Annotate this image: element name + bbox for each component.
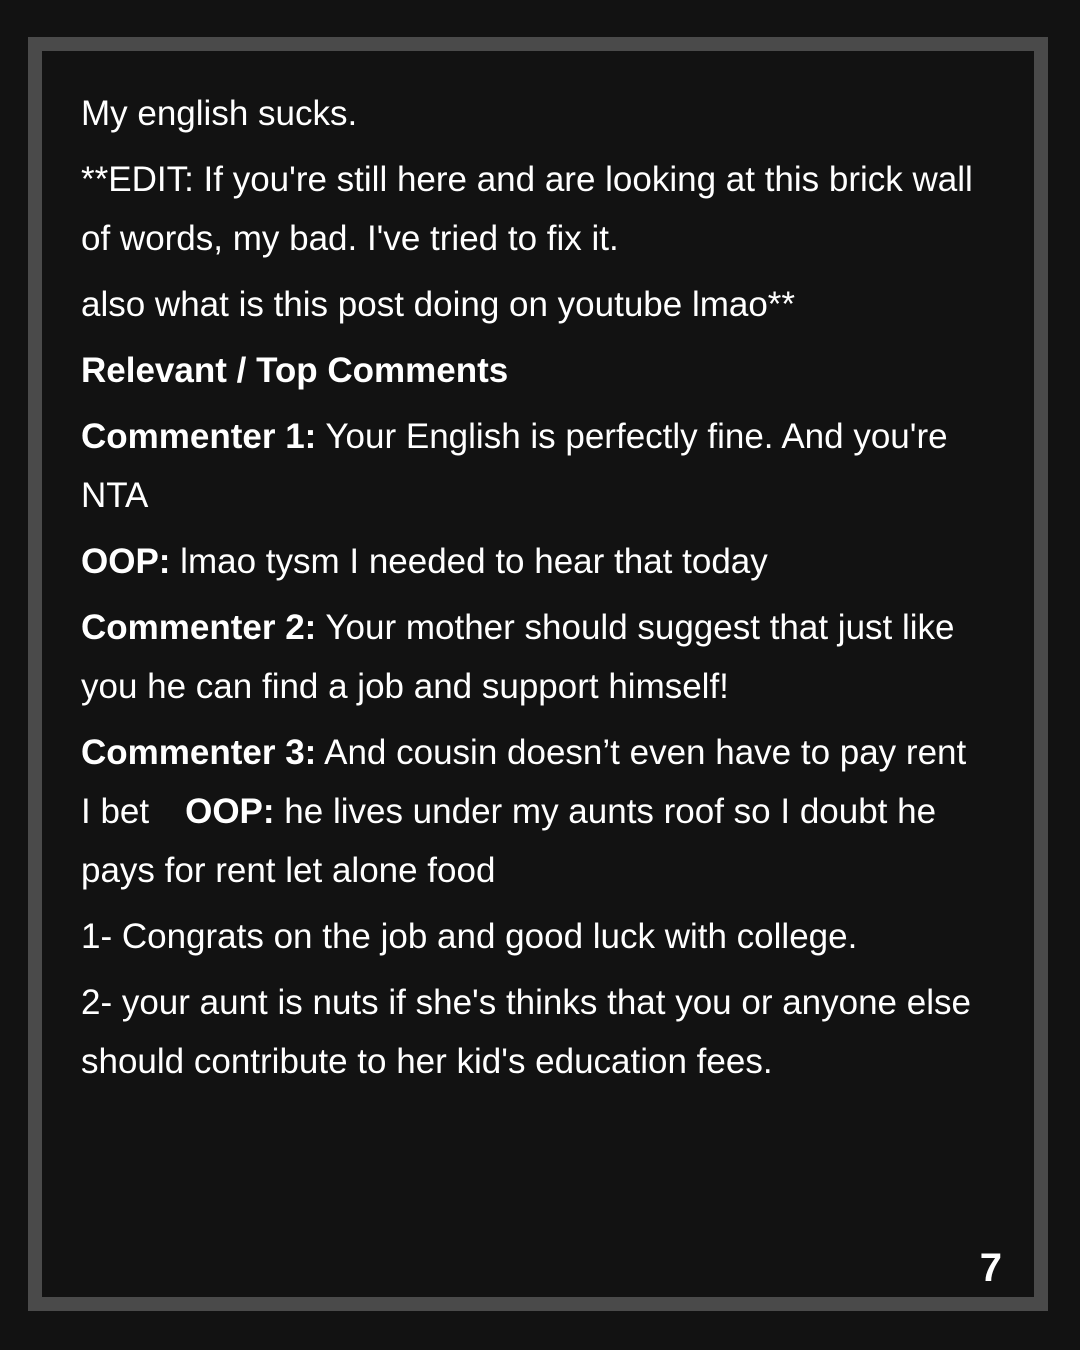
comment-1 xyxy=(81,407,981,525)
comments-heading: Relevant / Top Comments xyxy=(81,351,509,390)
page-number: 7 xyxy=(979,1246,1002,1290)
summary-point-1: 1- Congrats on the job and good luck with college. xyxy=(81,917,858,956)
post-edit-note: **EDIT: If you're still here and are looking at this brick wall of words, my bad. I've tried to fix it. xyxy=(81,160,973,258)
post-line: My english sucks. xyxy=(81,94,358,133)
oop-reply-1 xyxy=(81,532,981,591)
reply-text: he lives under my aunts roof so I doubt he pays for rent let alone food xyxy=(81,792,937,890)
oop-label: OOP: xyxy=(185,792,275,831)
commenter-label: Commenter 2: xyxy=(81,608,317,647)
summary-point-2: 2- your aunt is nuts if she's thinks that you or anyone else should contribute to her kid's education fees. xyxy=(81,983,971,1081)
comment-2 xyxy=(81,598,981,716)
oop-label: OOP: xyxy=(81,542,171,581)
commenter-label: Commenter 3: xyxy=(81,733,317,772)
comment-text: Your English is perfectly fine. And you're NTA xyxy=(81,417,948,515)
reply-text: lmao tysm I needed to hear that today xyxy=(170,542,768,581)
post-content xyxy=(81,84,981,1098)
commenter-label: Commenter 1: xyxy=(81,417,317,456)
comment-3 xyxy=(81,723,981,900)
comment-text: And cousin doesn’t even have to pay rent I bet xyxy=(81,733,967,831)
post-edit-note-continued: also what is this post doing on youtube lmao** xyxy=(81,285,796,324)
comment-text: Your mother should suggest that just like you he can find a job and support himself! xyxy=(81,608,955,706)
